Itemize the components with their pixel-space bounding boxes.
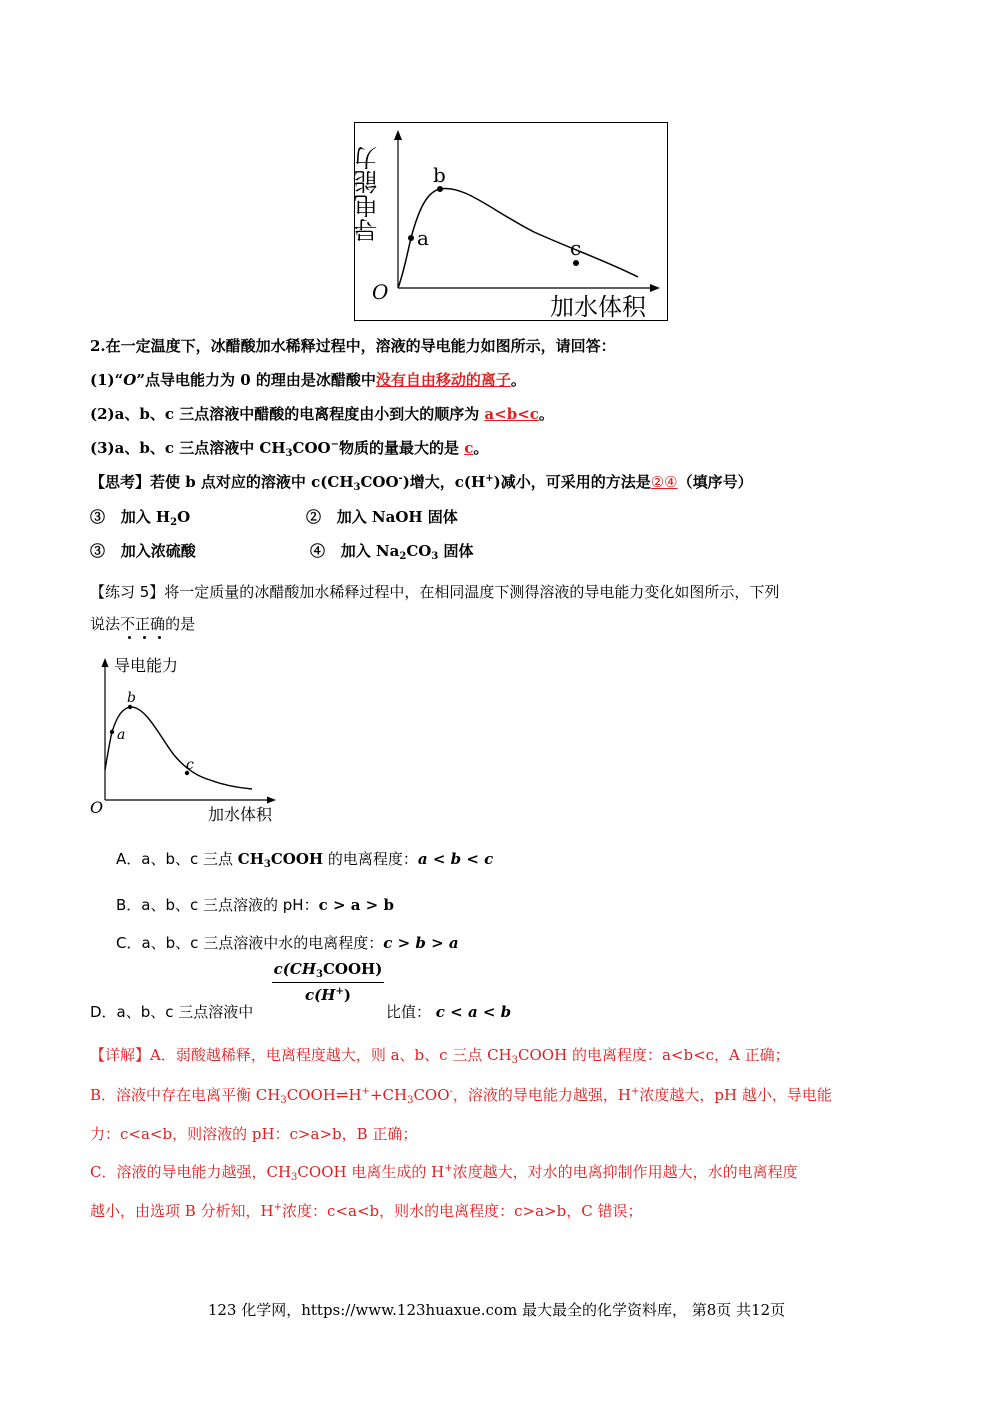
detail-line-4-a: C．溶液的导电能力越强，CH [90, 1163, 292, 1181]
option-a-answer: a < b < c [417, 850, 494, 868]
detail-line-2-f: 浓度越大，pH 越小，导电能 [639, 1086, 832, 1104]
option-d-num-a: c(CH [273, 960, 317, 978]
option-a-formula-sub: 3 [263, 859, 271, 870]
chart-2-y-arrow [102, 658, 109, 667]
detail-line-2-a: B．溶液中存在电离平衡 CH [90, 1086, 281, 1104]
option-d-den-a: c(H [305, 986, 336, 1004]
chart-1-point-c [573, 260, 579, 266]
detail-line-2 [90, 1084, 832, 1106]
detail-line-5 [90, 1200, 642, 1221]
chart-2-y-label: 导电能力 [114, 656, 179, 675]
conductivity-chart-2 [86, 652, 306, 828]
option-a-formula-2: COOH [270, 850, 324, 868]
chart-1-x-arrow [650, 284, 660, 292]
chart-1-label-c: c [570, 236, 582, 260]
detail-line-2-d: COO [413, 1086, 450, 1104]
q2-part1-end: 。 [510, 371, 526, 389]
chart-1-y-arrow [394, 130, 402, 140]
think-answer: ②④ [650, 473, 678, 491]
chart-2-label-b: b [127, 690, 136, 706]
chart-2-curve [105, 707, 252, 789]
think-option-2-text: 加入 NaOH 固体 [336, 508, 458, 526]
q2-part3-end: 。 [473, 439, 489, 457]
think-option-3-num: ③ [90, 542, 106, 560]
detail-line-2-sup1: + [361, 1086, 370, 1097]
detail-line-2-sub1: 3 [280, 1095, 287, 1106]
think-e: （填序号） [677, 473, 753, 491]
exercise-5-line-2 [90, 613, 195, 634]
detail-line-5-a: 越小，由选项 B 分析知，H [90, 1202, 274, 1220]
think-option-1-a: 加入 H [120, 508, 171, 526]
think-option-3-text: 加入浓硫酸 [120, 542, 196, 560]
think-option-4 [310, 540, 474, 562]
detail-line-4-sup: + [444, 1163, 453, 1174]
q2-part2-end: 。 [538, 405, 554, 423]
option-d-denominator [272, 983, 384, 1004]
q2-part3-sup: − [330, 439, 339, 450]
q2-part2-answer: a<b<c [484, 405, 539, 423]
think-option-3 [90, 540, 196, 561]
think-option-2-num: ② [306, 508, 322, 526]
detail-line-2-e: ，溶液的导电能力越强，H [452, 1086, 632, 1104]
think-sup2: + [485, 473, 494, 484]
option-a [116, 848, 493, 870]
think-b: COO [360, 473, 399, 491]
q2-part3-sub: 3 [285, 448, 293, 459]
detail-line-4 [90, 1161, 798, 1183]
exercise-5-emph-1: 不 [120, 615, 136, 633]
conductivity-chart-1 [354, 122, 670, 322]
think-option-1 [90, 506, 190, 528]
think-option-1-b: O [177, 508, 191, 526]
option-b-answer: c > a > b [318, 896, 394, 914]
option-c [116, 932, 459, 953]
detail-line-3: 力：c<a<b，则溶液的 pH：c>a>b，B 正确； [90, 1125, 418, 1143]
chart-1-point-a [408, 235, 414, 241]
detail-line-2-sup2: - [449, 1086, 453, 1097]
detail-line-2-sub2: 3 [407, 1095, 414, 1106]
chart-2-x-arrow [267, 797, 276, 804]
option-d-den-b: ) [343, 986, 351, 1004]
option-d-fraction [272, 960, 384, 1004]
option-d-text-2: 比值： [386, 1003, 432, 1021]
think-option-4-sub1: 2 [399, 551, 407, 562]
exercise-5-line-2-a: 说法 [90, 615, 121, 633]
option-a-formula-1: CH [237, 850, 264, 868]
q2-part3-c: 物质的量最大的是 [338, 439, 465, 457]
chart-2-point-a [110, 730, 114, 734]
option-a-text-2: 的电离程度： [323, 850, 418, 868]
chart-2-label-c: c [186, 757, 194, 773]
chart-1-y-label: 导电能力 [354, 146, 382, 242]
exercise-5-line-1: 【练习 5】将一定质量的冰醋酸加水稀释过程中，在相同温度下测得溶液的导电能力变化如图所示，下列 [90, 583, 780, 601]
q2-part2 [90, 403, 554, 424]
detail-line-5-b: 浓度：c<a<b，则水的电离程度：c>a>b，C 错误； [282, 1202, 643, 1220]
think-d: )减小，可采用的方法是 [493, 473, 651, 491]
think-option-4-num: ④ [310, 542, 326, 560]
detail-line-1-a: 【详解】A．弱酸越稀释，电离程度越大，则 a、b、c 三点 CH [90, 1046, 512, 1064]
think-option-1-num: ③ [90, 508, 106, 526]
option-d-num-sub: 3 [316, 969, 323, 980]
chart-2-label-a: a [117, 727, 126, 743]
option-d-tail [386, 1001, 511, 1022]
q2-part2-text: (2)a、b、c 三点溶液中醋酸的电离程度由小到大的顺序为 [90, 405, 485, 423]
detail-line-1 [90, 1044, 790, 1066]
q2-part3-b: COO [292, 439, 331, 457]
detail-line-4-sub: 3 [291, 1172, 298, 1183]
think-option-2 [306, 506, 458, 527]
option-d-num-b: COOH) [322, 960, 383, 978]
option-d [90, 1001, 253, 1022]
chart-1-origin: O [372, 280, 389, 304]
q2-part3 [90, 437, 488, 459]
think-option-1-sub: 2 [170, 517, 178, 528]
q2-part3-answer: c [464, 439, 474, 457]
option-d-answer: c < a < b [435, 1003, 512, 1021]
exercise-5-emph-2: 正 [135, 615, 151, 633]
q2-stem: 2.在一定温度下，冰醋酸加水稀释过程中，溶液的导电能力如图所示，请回答： [90, 337, 616, 355]
q2-part3-a: (3)a、b、c 三点溶液中 CH [90, 439, 286, 457]
think-sub: 3 [353, 482, 361, 493]
exercise-5-line-2-e: 的是 [165, 615, 196, 633]
think-c: )增大，c(H [402, 473, 486, 491]
think-option-4-b: CO [406, 542, 432, 560]
option-a-text: A．a、b、c 三点 [116, 850, 238, 868]
detail-line-5-sup: + [273, 1202, 283, 1213]
chart-1-label-a: a [417, 226, 429, 250]
chart-1-curve [398, 188, 638, 288]
q2-part1-prefix: (1)“ [90, 371, 124, 389]
q2-part1-answer: 没有自由移动的离子 [375, 371, 511, 389]
think-option-4-sub2: 3 [431, 551, 439, 562]
exercise-5-emph-3: 确 [150, 615, 166, 633]
think-option-4-c: 固体 [438, 542, 474, 560]
option-c-text: C．a、b、c 三点溶液中水的电离程度： [116, 934, 384, 952]
detail-line-1-b: COOH 的电离程度：a<b<c，A 正确； [518, 1046, 790, 1064]
option-b-text: B．a、b、c 三点溶液的 pH： [116, 896, 319, 914]
detail-line-2-sup3: + [631, 1086, 640, 1097]
q2-part1-o: O [123, 371, 137, 389]
chart-1-label-b: b [433, 163, 446, 187]
option-d-numerator [272, 960, 384, 983]
option-d-den-sup: + [335, 986, 344, 997]
chart-2-origin: O [90, 798, 104, 817]
chart-1-x-label: 加水体积 [550, 293, 646, 321]
detail-line-4-b: COOH 电离生成的 H [297, 1163, 445, 1181]
option-c-answer: c > b > a [383, 934, 459, 952]
think-sup1: - [398, 473, 403, 484]
detail-line-2-b: COOH⇌H [286, 1086, 362, 1104]
q2-part1-mid: ”点导电能力为 0 的理由是冰醋酸中 [136, 371, 376, 389]
detail-line-2-c: +CH [369, 1086, 408, 1104]
q2-part1 [90, 369, 526, 390]
think-a: 【思考】若使 b 点对应的溶液中 c(CH [90, 473, 354, 491]
page-footer: 123 化学网，https://www.123huaxue.com 最大最全的化学资料库， 第8页 共12页 [207, 1301, 786, 1319]
detail-line-1-sub: 3 [511, 1055, 519, 1066]
option-d-text: D．a、b、c 三点溶液中 [90, 1003, 254, 1021]
option-b [116, 894, 394, 915]
detail-line-4-c: 浓度越大，对水的电离抑制作用越大，水的电离程度 [452, 1163, 798, 1181]
think-stem [90, 471, 753, 493]
chart-1-frame [355, 123, 668, 321]
chart-2-x-label: 加水体积 [208, 805, 273, 824]
think-option-4-a: 加入 Na [340, 542, 400, 560]
